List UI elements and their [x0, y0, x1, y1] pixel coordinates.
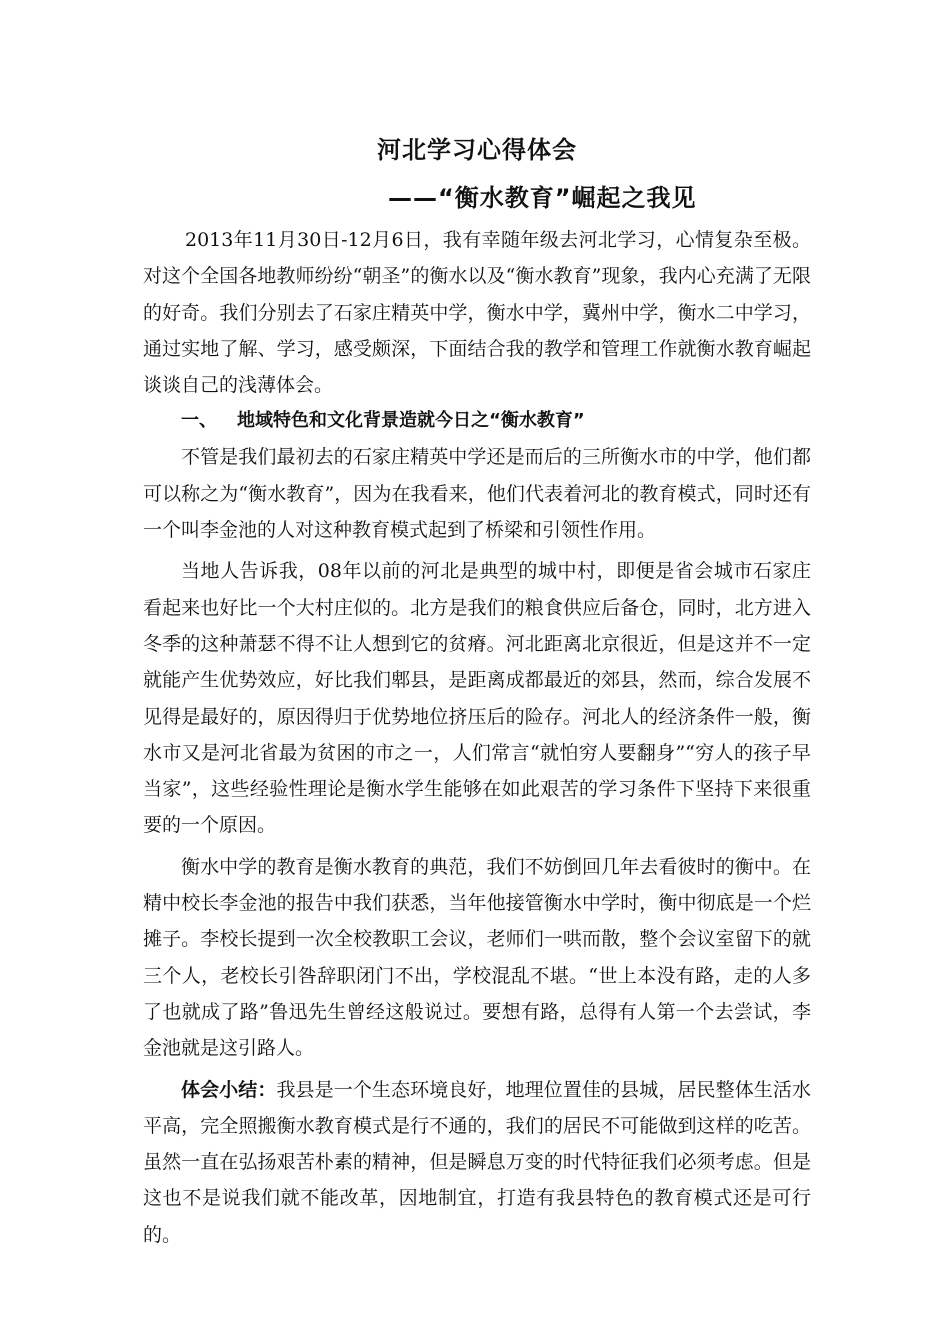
body-paragraph-2: 当地人告诉我，08年以前的河北是典型的城中村，即便是省会城市石家庄看起来也好比一个大村庄似的。北方是我们的粮食供应后备仓，同时，北方进入冬季的这种萧瑟不得不让人想到它的贫瘠。河北距离北京很近，但是这并不一定就能产生优势效应，好比我们郫县，是距离成都最近的郊县，然而，综合发展不见得是最好的，原因得归于优势地位挤压后的险存。河北人的经济条件一般，衡水市又是河北省最为贫困的市之一，人们常言“就怕穷人要翻身”“穷人的孩子早当家”，这些经验性理论是衡水学生能够在如此艰苦的学习条件下坚持下来很重要的一个原因。	[143, 560, 811, 837]
summary-text: 我县是一个生态环境良好，地理位置佳的县城，居民整体生活水平高，完全照搬衡水教育模式是行不通的，我们的居民不可能做到这样的吃苦。虽然一直在弘扬艰苦朴素的精神，但是瞬息万变的时代特征我们必须考虑。但是这也不是说我们就不能改革，因地制宜，打造有我县特色的教育模式还是可行的。	[143, 1078, 811, 1246]
section-heading-1	[143, 403, 811, 439]
document-page	[143, 130, 811, 1253]
summary-label: 体会小结：	[181, 1078, 277, 1101]
summary-paragraph	[143, 1072, 811, 1253]
intro-paragraph: 2013年11月30日-12月6日，我有幸随年级去河北学习，心情复杂至极。对这个全国各地教师纷纷“朝圣”的衡水以及“衡水教育”现象，我内心充满了无限的好奇。我们分别去了石家庄精英中学，衡水中学，冀州中学，衡水二中学习，通过实地了解、学习，感受颇深，下面结合我的教学和管理工作就衡水教育崛起谈谈自己的浅薄体会。	[143, 229, 811, 397]
document-subtitle: ——“衡水教育”崛起之我见	[388, 184, 697, 212]
body-paragraph-1: 不管是我们最初去的石家庄精英中学还是而后的三所衡水市的中学，他们都可以称之为“衡水教育”，因为在我看来，他们代表着河北的教育模式，同时还有一个叫李金池的人对这种教育模式起到了桥梁和引领性作用。	[143, 446, 811, 542]
section-number: 一、	[181, 410, 217, 432]
document-title: 河北学习心得体会	[377, 136, 577, 164]
section-title: 地域特色和文化背景造就今日之“衡水教育”	[237, 410, 585, 432]
body-paragraph-3: 衡水中学的教育是衡水教育的典范，我们不妨倒回几年去看彼时的衡中。在精中校长李金池的报告中我们获悉，当年他接管衡水中学时，衡中彻底是一个烂摊子。李校长提到一次全校教职工会议，老师们一哄而散，整个会议室留下的就三个人，老校长引咎辞职闭门不出，学校混乱不堪。“世上本没有路，走的人多了也就成了路”鲁迅先生曾经这般说过。要想有路，总得有人第一个去尝试，李金池就是这引路人。	[143, 855, 811, 1060]
